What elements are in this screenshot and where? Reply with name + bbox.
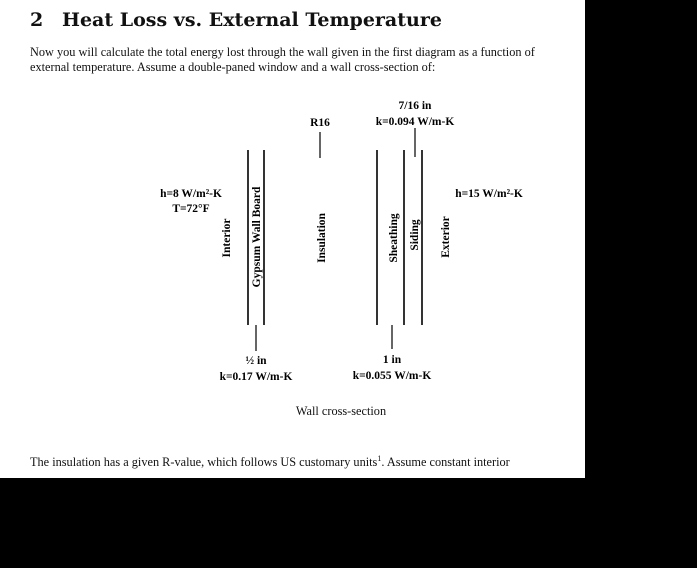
layer-label-insulation: Insulation: [316, 213, 328, 263]
label-gypsum-conductivity: k=0.17 W/m-K: [219, 371, 293, 383]
footer-text: The insulation has a given R-value, which follows US customary units: [30, 455, 378, 470]
section-number: 2: [30, 9, 44, 31]
figure-caption: Wall cross-section: [295, 404, 387, 418]
label-interior-temperature: T=72°F: [172, 203, 210, 215]
layer-label-interior: Interior: [221, 218, 233, 258]
layer-label-sheathing: Sheathing: [388, 213, 400, 263]
label-exterior-h: h=15 W/m²-K: [455, 188, 523, 200]
layer-label-siding: Siding: [409, 219, 421, 251]
footnote-marker[interactable]: 1: [377, 454, 382, 463]
section-title: Heat Loss vs. External Temperature: [62, 9, 442, 31]
label-siding-conductivity: k=0.094 W/m-K: [375, 116, 455, 128]
label-insulation-r-value: R16: [310, 117, 330, 129]
intro-line-1: Now you will calculate the total energy lost through the wall given in the first diagram as a function of: [30, 45, 535, 59]
footer-paragraph: [30, 451, 585, 470]
intro-line-2: external temperature. Assume a double-paned window and a wall cross-section of:: [30, 60, 436, 74]
label-sheathing-conductivity: k=0.055 W/m-K: [352, 370, 432, 382]
footer-text-tail: . Assume constant interior: [381, 455, 510, 470]
label-interior-h: h=8 W/m²-K: [160, 188, 222, 200]
label-siding-thickness: 7/16 in: [398, 100, 432, 112]
layer-label-gypsum: Gypsum Wall Board: [251, 186, 263, 288]
label-sheathing-thickness: 1 in: [382, 354, 402, 366]
label-gypsum-thickness: ½ in: [245, 355, 267, 367]
layer-label-exterior: Exterior: [440, 216, 452, 258]
